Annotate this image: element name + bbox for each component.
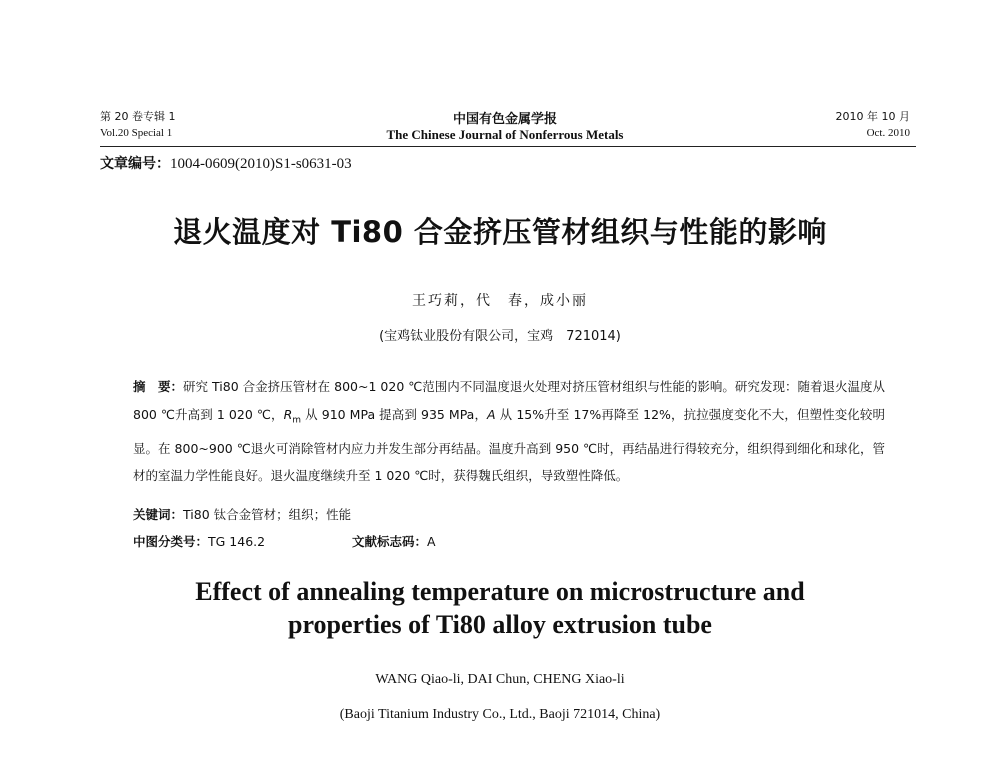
- classification-label: 中图分类号：: [133, 534, 209, 549]
- affiliation-english: (Baoji Titanium Industry Co., Ltd., Baoji 721014, China): [339, 707, 661, 722]
- article-number-label: 文章编号：: [100, 156, 170, 172]
- rm-symbol: R: [283, 406, 293, 422]
- keywords-label: 关键词：: [133, 507, 184, 522]
- document-code: [352, 532, 436, 550]
- title-english-line1: Effect of annealing temperature on microstructure and: [195, 577, 805, 606]
- abstract-text-part3: 从 15%升至 17%再降至 12%，抗拉强度变化不大，但塑性变化较明显。在 800~900 ℃退火可消除管材内应力并发生部分再结晶。温度升高到 950 ℃时，再结晶进行得较充分，组织得到细化和球化，管材的室温力学性能良好。退火温度继续升至 1 020 ℃时，获得魏氏组织，导致塑性降低。: [133, 406, 885, 483]
- keywords-value: Ti80 钛合金管材；组织；性能: [183, 507, 352, 522]
- abstract-text-part2: 从 910 MPa 提高到 935 MPa，: [301, 406, 488, 422]
- abstract-chinese: [133, 373, 885, 490]
- title-english-line2: properties of Ti80 alloy extrusion tube: [288, 610, 712, 639]
- header-journal-en: The Chinese Journal of Nonferrous Metals: [386, 127, 624, 142]
- header-volume-cn: 第 20 卷专辑 1: [100, 110, 176, 123]
- keywords: [133, 505, 351, 523]
- rm-subscript: m: [292, 415, 302, 425]
- a-symbol: A: [487, 406, 496, 422]
- article-number: [100, 153, 352, 173]
- classification-value: TG 146.2: [208, 534, 266, 549]
- header-date-cn: 2010 年 10 月: [835, 110, 910, 123]
- title-english: [0, 575, 1000, 641]
- classification-number: [133, 532, 265, 550]
- header-row-english: [100, 127, 910, 145]
- header-volume-en: Vol.20 Special 1: [100, 127, 173, 139]
- header-row-chinese: [100, 108, 910, 126]
- document-code-label: 文献标志码：: [352, 534, 428, 549]
- title-chinese: 退火温度对 Ti80 合金挤压管材组织与性能的影响: [173, 215, 827, 249]
- affiliation-chinese: (宝鸡钛业股份有限公司，宝鸡 721014): [379, 329, 621, 344]
- header-journal-cn: 中国有色金属学报: [452, 112, 557, 127]
- header-divider: [100, 146, 916, 147]
- document-code-value: A: [427, 534, 436, 549]
- abstract-label: 摘 要：: [133, 379, 184, 394]
- article-number-value: 1004-0609(2010)S1-s0631-03: [170, 156, 352, 172]
- abstract-text-part1: 研究 Ti80 合金挤压管材在 800~1 020 ℃范围内不同温度退火处理对挤压管材组织与性能的影响。研究发现：随着退火温度从 800 ℃升高到 1 020 ℃，: [133, 379, 885, 422]
- running-header: [100, 108, 910, 148]
- authors-english: WANG Qiao-li, DAI Chun, CHENG Xiao-li: [375, 672, 625, 687]
- header-date-en: Oct. 2010: [866, 127, 910, 139]
- authors-chinese: 王巧莉，代 春，成小丽: [412, 293, 588, 309]
